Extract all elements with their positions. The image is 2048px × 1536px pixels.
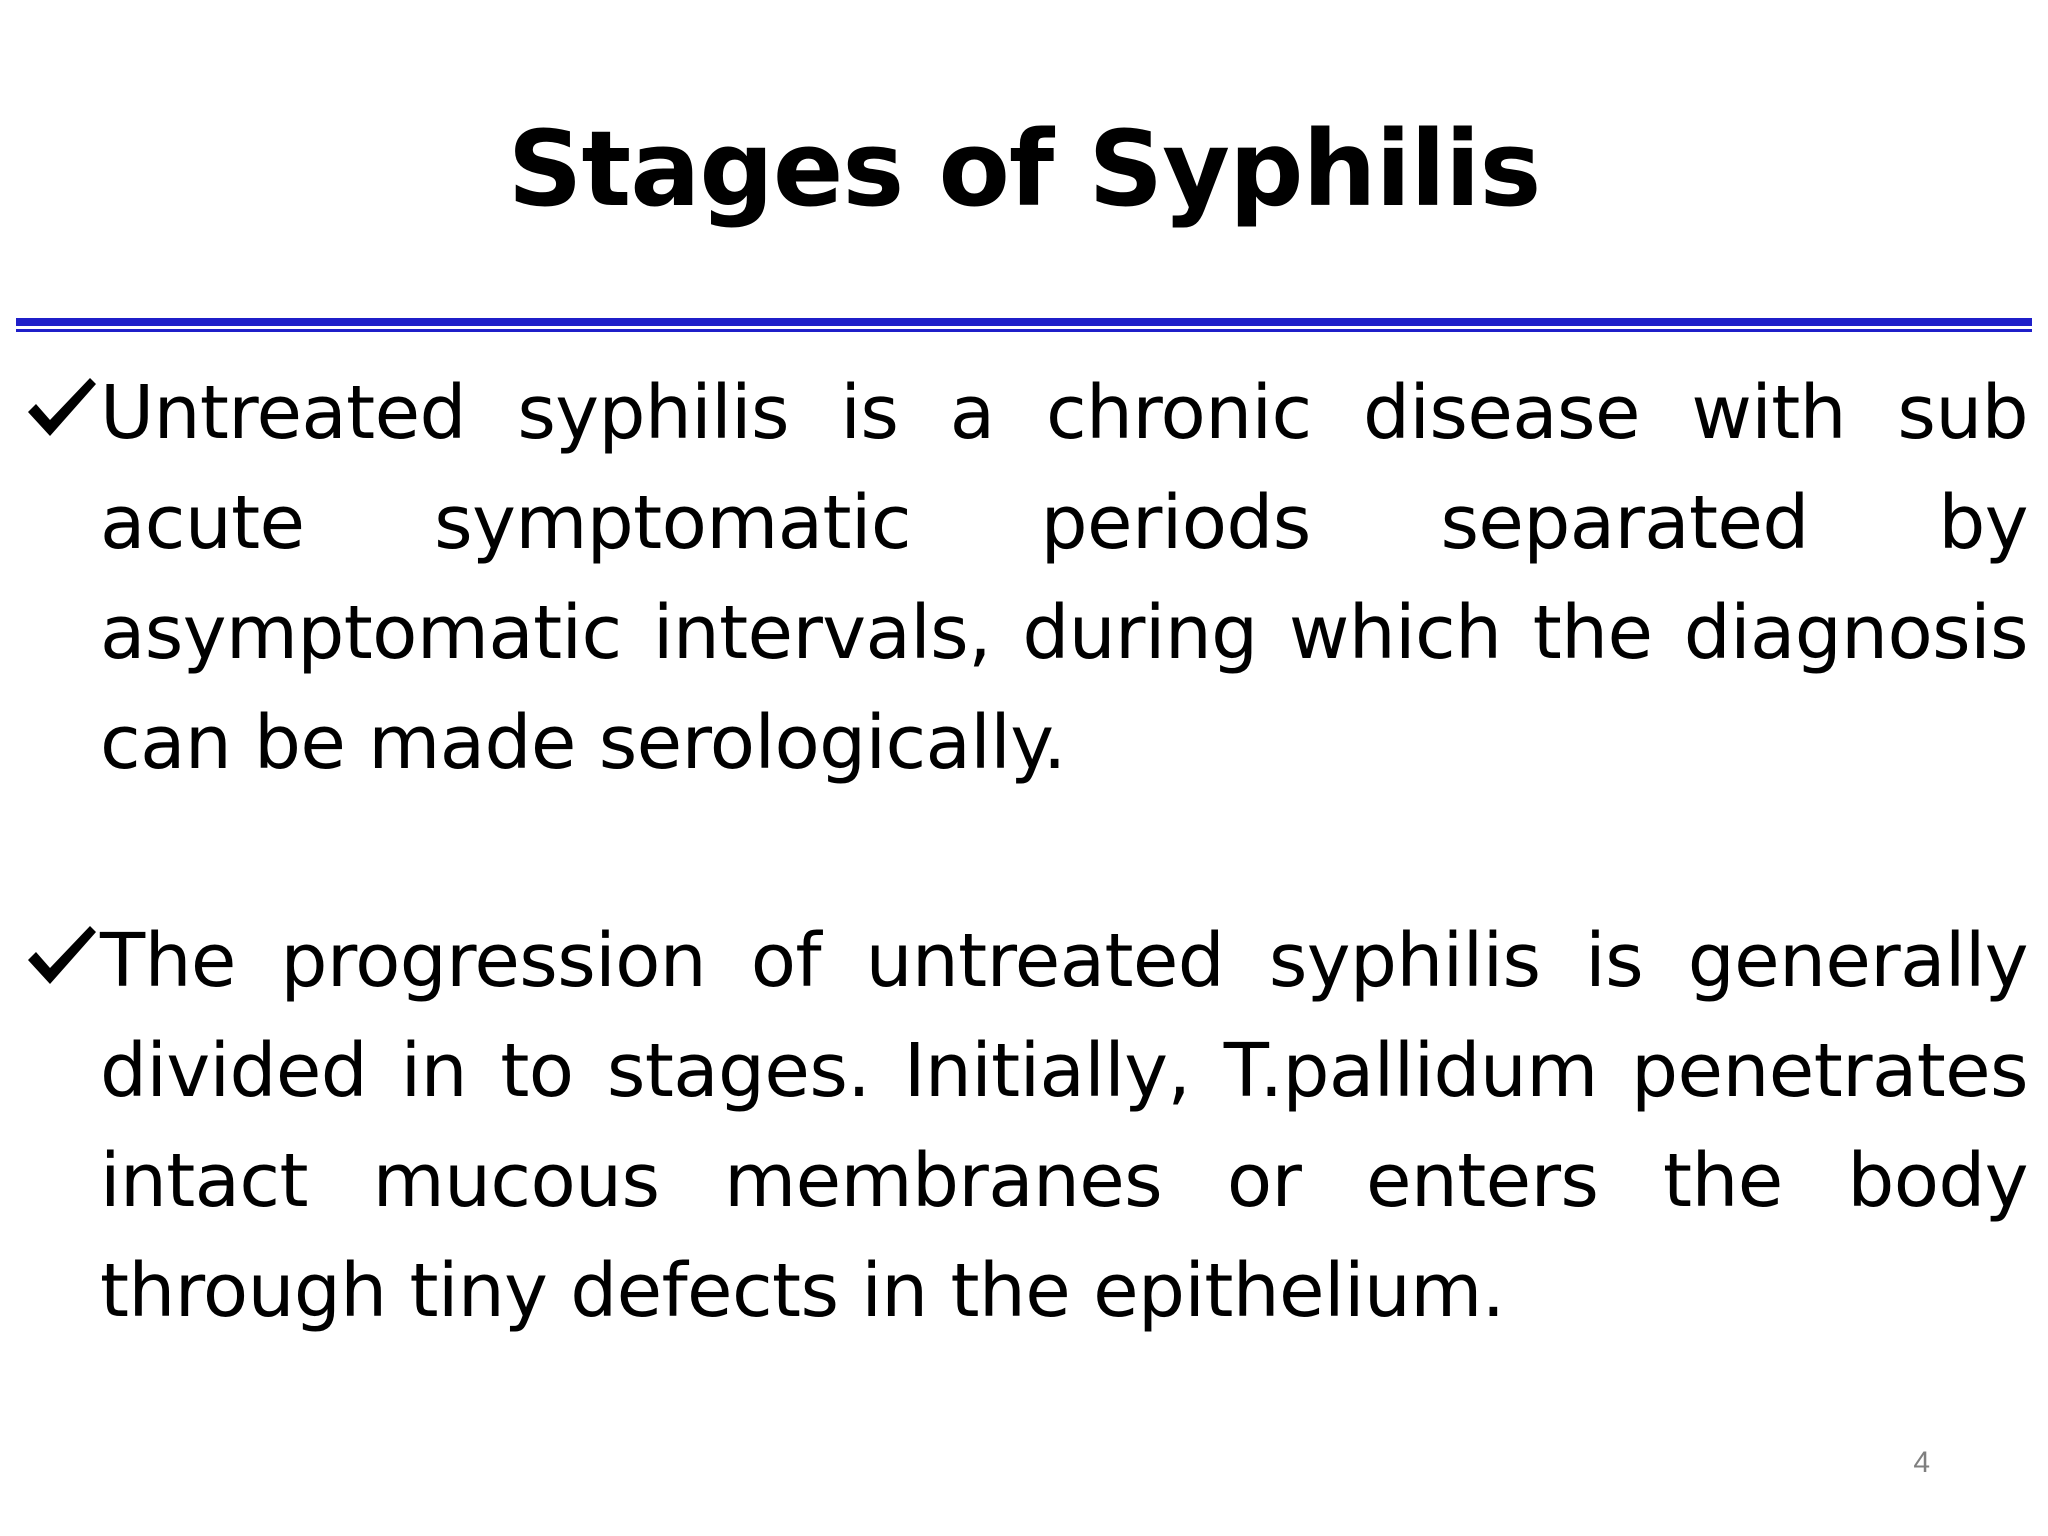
title-divider-thin — [16, 329, 2032, 332]
slide-title: Stages of Syphilis — [507, 108, 1541, 230]
check-icon — [22, 918, 102, 998]
bullet-text-2: The progression of untreated syphilis is generally divided in to stages. Initially, T.pallidum penetrates intact mucous membranes or enters the body through tiny defects in the epithelium. — [100, 918, 2028, 1334]
check-icon — [22, 370, 102, 450]
title-divider-thick — [16, 318, 2032, 326]
bullet-text-1: Untreated syphilis is a chronic disease with sub acute symptomatic periods separated by asymptomatic intervals, during which the diagnosis can be made serologically. — [100, 370, 2028, 786]
page-number: 4 — [1913, 1446, 1930, 1479]
